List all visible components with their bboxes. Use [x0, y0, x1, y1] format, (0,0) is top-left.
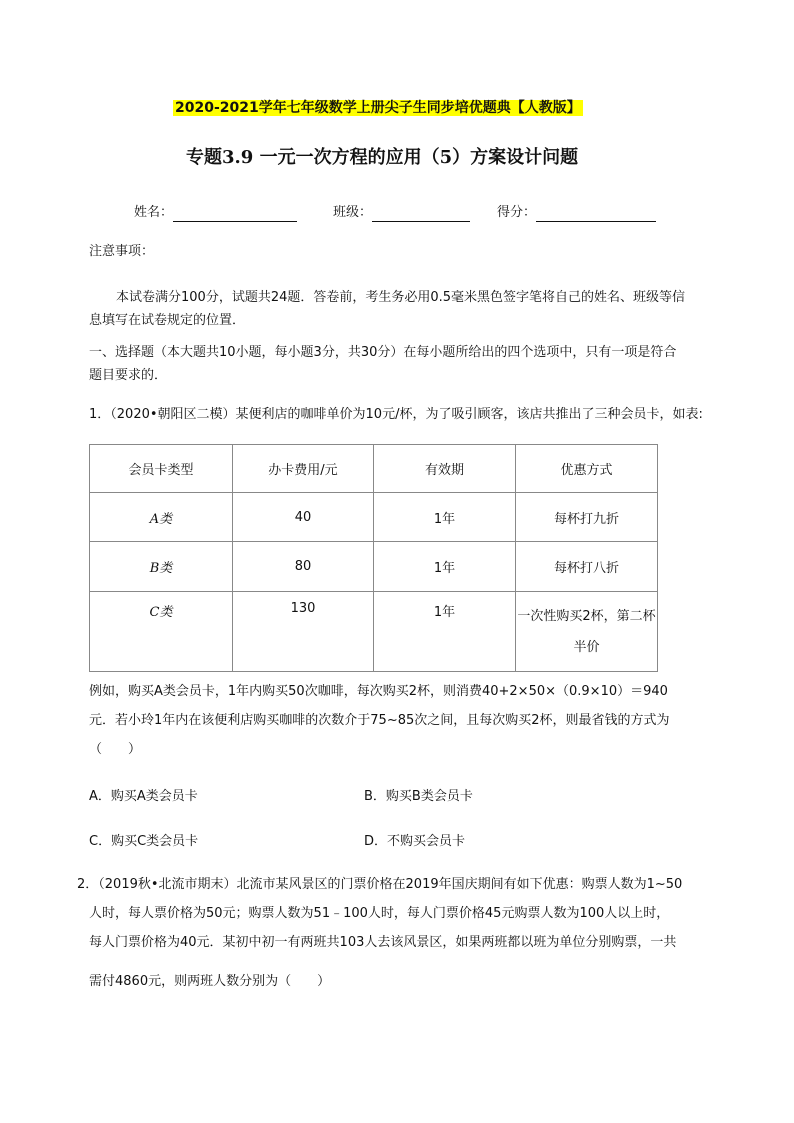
notice-text: 本试卷满分100分，试题共24题．答卷前，考生务必用0.5毫米黑色签字笔将自己的姓名、班级等信 [116, 290, 686, 305]
table-row: A类 40 1年 每杯打九折 [90, 493, 658, 542]
name-field[interactable]: 姓名： [134, 204, 297, 222]
notice-text: 息填写在试卷规定的位置． [89, 313, 246, 328]
page-title: 专题3.9 一元一次方程的应用（5）方案设计问题 [186, 147, 579, 168]
notice-heading: 注意事项： [89, 244, 155, 259]
question-2-text: 2．（2019秋•北流市期末）北流市某风景区的门票价格在2019年国庆期间有如下优惠：购票人数为1~50 [77, 877, 683, 892]
section-heading: 题目要求的． [89, 368, 168, 383]
class-field[interactable]: 班级： [333, 204, 470, 222]
header-banner: 2020-2021学年七年级数学上册尖子生同步培优题典【人教版】 [175, 100, 581, 116]
question-1-stem: 1．（2020•朝阳区二模）某便利店的咖啡单价为10元/杯，为了吸引顾客，该店共推出了三种会员卡，如表: [89, 407, 703, 422]
question-2-text: 需付4860元，则两班人数分别为（ ） [89, 974, 331, 989]
question-1-text: 例如，购买A类会员卡，1年内购买50次咖啡，每次购买2杯，则消费40+2×50×（0.9×10）＝940 [89, 684, 668, 699]
question-1-text: 元．若小玲1年内在该便利店购买咖啡的次数介于75~85次之间，且每次购买2杯，则最省钱的方式为 [89, 713, 670, 728]
question-2-text: 人时，每人票价格为50元；购票人数为51﹣100人时，每人门票价格45元购票人数为100人以上时， [89, 906, 670, 921]
table-row: C类 130 1年 一次性购买2杯，第二杯半价 [90, 592, 658, 672]
table-row: B类 80 1年 每杯打八折 [90, 542, 658, 592]
question-2-text: 每人门票价格为40元．某初中初一有两班共103人去该风景区，如果两班都以班为单位分别购票，一共 [89, 935, 677, 950]
option-b[interactable]: B．购买B类会员卡 [364, 789, 473, 804]
section-heading: 一、选择题（本大题共10小题，每小题3分，共30分）在每小题所给出的四个选项中，只有一项是符合 [89, 345, 677, 360]
question-1-text: （ ） [89, 742, 142, 757]
table-header-row: 会员卡类型 办卡费用/元 有效期 优惠方式 [90, 445, 658, 493]
option-c[interactable]: C．购买C类会员卡 [89, 834, 199, 849]
membership-table [89, 444, 658, 672]
score-field[interactable]: 得分： [497, 204, 656, 222]
option-a[interactable]: A．购买A类会员卡 [89, 789, 198, 804]
option-d[interactable]: D．不购买会员卡 [364, 834, 466, 849]
